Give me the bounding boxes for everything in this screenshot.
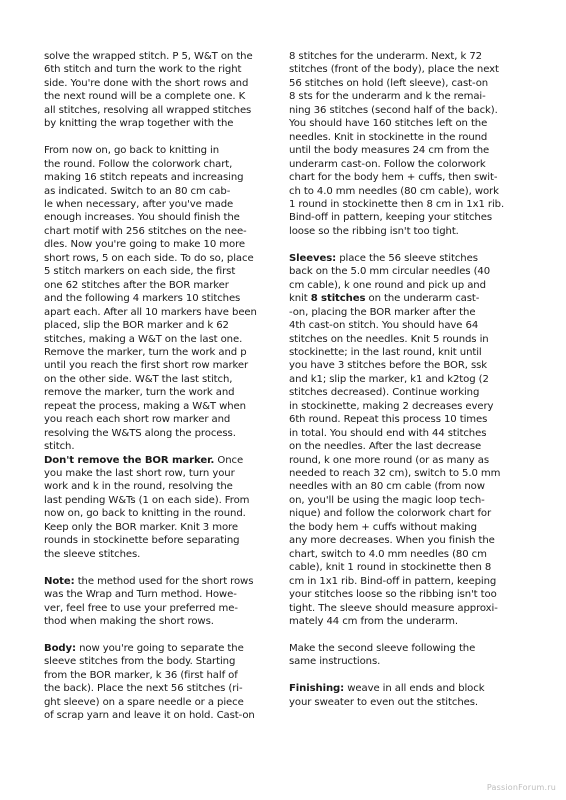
text-line: short rows, 5 on each side. To do so, place	[44, 252, 254, 264]
text-line: underarm cast-on. Follow the colorwork	[289, 158, 486, 170]
text-line: on, you'll be using the magic loop tech-	[289, 494, 485, 506]
text-line: tight. The sleeve should measure approxi-	[289, 602, 498, 614]
watermark: PassionForum.ru	[486, 783, 556, 792]
text-line: cm cable), k one round and pick up and	[289, 279, 486, 291]
bold-fragment: 8 stitches	[310, 293, 366, 305]
text-line: now on, go back to knitting in the round.	[44, 508, 246, 520]
text-line: stitches, making a W&T on the last one.	[44, 333, 243, 345]
text-line: work and k in the round, resolving the	[44, 481, 233, 493]
text-line: needles. Knit in stockinette in the round	[289, 131, 488, 143]
text-line: and the following 4 markers 10 stitches	[44, 293, 241, 305]
lead-text: Once	[214, 454, 244, 466]
text-line: the back). Place the next 56 stitches (ri-	[44, 683, 243, 695]
text-line: until you reach the first short row marker	[44, 360, 249, 372]
paragraph-gap	[44, 561, 280, 574]
text-line: on the other side. W&T the last stitch,	[44, 373, 233, 385]
text-line: and k1; slip the marker, k1 and k2tog (2	[289, 373, 489, 385]
text-line: enough increases. You should finish the	[44, 212, 240, 224]
text-line: in total. You should end with 44 stitches	[289, 427, 487, 439]
text-line: chart, switch to 4.0 mm needles (80 cm	[289, 548, 487, 560]
text-line: chart motif with 256 stitches on the nee-	[44, 225, 247, 237]
text-line: rounds in stockinette before separating	[44, 535, 240, 547]
text-line: you have 3 stitches before the BOR, ssk	[289, 360, 488, 372]
text-line: the body hem + cuffs without making	[289, 521, 477, 533]
text-line: You should have 160 stitches left on the	[289, 118, 488, 130]
paragraph-lead-line	[289, 252, 525, 265]
text-line: you make the last short row, turn your	[44, 468, 235, 480]
text-line: mately 44 cm from the underarm.	[289, 616, 458, 628]
text-line: 8 sts for the underarm and k the remai-	[289, 91, 486, 103]
bold-heading: Sleeves:	[289, 252, 337, 264]
text-line: of scrap yarn and leave it on hold. Cast-on	[44, 710, 255, 722]
text-line: Make the second sleeve following the	[289, 642, 476, 654]
bold-heading: Finishing:	[289, 683, 345, 695]
text-line: needed to reach 32 cm), switch to 5.0 mm	[289, 468, 501, 480]
text-line: in stockinette, making 2 decreases every	[289, 400, 494, 412]
text-line: 56 stitches on hold (left sleeve), cast-on	[289, 77, 489, 89]
text-line: placed, slip the BOR marker and k 62	[44, 320, 229, 332]
text-line: loose so the ribbing isn't too tight.	[289, 225, 459, 237]
text-line: Remove the marker, turn the work and p	[44, 346, 247, 358]
text-line: le when necessary, after you've made	[44, 198, 234, 210]
text-line: cm in 1x1 rib. Bind-off in pattern, keeping	[289, 575, 497, 587]
text-line: Bind-off in pattern, keeping your stitches	[289, 212, 492, 224]
bold-heading: Don't remove the BOR marker.	[44, 454, 215, 466]
text-line: 6th round. Repeat this process 10 times	[289, 414, 488, 426]
text-line: 1 round in stockinette then 8 cm in 1x1 rib.	[289, 198, 505, 210]
text-line: dles. Now you're going to make 10 more	[44, 239, 246, 251]
text-line: sleeve stitches from the body. Starting	[44, 656, 236, 668]
text-fragment: knit	[289, 293, 311, 305]
text-line: solve the wrapped stitch. P 5, W&T on the	[44, 51, 253, 62]
text-line: 4th cast-on stitch. You should have 64	[289, 320, 479, 332]
text-line: as indicated. Switch to an 80 cm cab-	[44, 185, 231, 197]
lead-text: the method used for the short rows	[74, 575, 254, 587]
text-line: needles with an 80 cm cable (from now	[289, 481, 485, 493]
text-line: Keep only the BOR marker. Knit 3 more	[44, 521, 238, 533]
text-line: back on the 5.0 mm circular needles (40	[289, 266, 491, 278]
text-line: ver, feel free to use your preferred me-	[44, 602, 238, 614]
text-line: any more decreases. When you finish the	[289, 535, 495, 547]
text-line: all stitches, resolving all wrapped stitches	[44, 104, 252, 116]
text-line: by knitting the wrap together with the	[44, 118, 234, 130]
text-line: 6th stitch and turn the work to the right	[44, 64, 242, 76]
text-line: until the body measures 24 cm from the	[289, 145, 490, 157]
text-line: was the Wrap and Turn method. Howe-	[44, 589, 237, 601]
text-line: same instructions.	[289, 656, 381, 668]
text-line: apart each. After all 10 markers have been	[44, 306, 257, 318]
text-line: stockinette; in the last round, knit until	[289, 346, 482, 358]
text-line: on the needles. After the last decrease	[289, 441, 482, 453]
text-line: 5 stitch markers on each side, the first	[44, 266, 236, 278]
paragraph-gap	[289, 669, 525, 682]
text-line: stitches decreased). Continue working	[289, 387, 480, 399]
text-line: thod when making the short rows.	[44, 616, 214, 627]
text-line: -on, placing the BOR marker after the	[289, 306, 476, 318]
text-line: From now on, go back to knitting in	[44, 145, 220, 157]
right-column	[289, 50, 525, 709]
text-line: remove the marker, turn the work and	[44, 387, 235, 399]
text-line	[289, 292, 525, 305]
paragraph-gap	[44, 628, 280, 641]
text-line: you reach each short row marker and	[44, 414, 231, 426]
lead-text: place the 56 sleeve stitches	[336, 252, 478, 264]
left-column	[44, 50, 280, 723]
lead-text: now you're going to separate the	[75, 642, 244, 654]
text-line: ning 36 stitches (second half of the back).	[289, 104, 498, 116]
text-line: repeat the process, making a W&T when	[44, 400, 246, 412]
text-line: ch to 4.0 mm needles (80 cm cable), work	[289, 185, 499, 197]
text-fragment: on the underarm cast-	[365, 293, 480, 305]
text-line: one 62 stitches after the BOR marker	[44, 279, 229, 291]
text-line: from the BOR marker, k 36 (first half of	[44, 669, 238, 681]
paragraph-lead-line	[44, 575, 280, 588]
text-line: the round. Follow the colorwork chart,	[44, 158, 233, 170]
text-line: making 16 stitch repeats and increasing	[44, 172, 244, 184]
text-line: the sleeve stitches.	[44, 548, 141, 560]
text-line: side. You're done with the short rows and	[44, 77, 249, 89]
paragraph-gap	[289, 628, 525, 641]
paragraph-lead-line	[44, 642, 280, 655]
text-line: chart for the body hem + cuffs, then swit-	[289, 172, 498, 184]
text-line: last pending W&Ts (1 on each side). From	[44, 494, 250, 506]
text-line: nique) and follow the colorwork chart for	[289, 508, 492, 520]
text-line: stitches on the needles. Knit 5 rounds in	[289, 333, 489, 345]
text-line: ght sleeve) on a spare needle or a piece	[44, 696, 244, 708]
text-line: round, k one more round (or as many as	[289, 454, 490, 466]
text-line: stitches (front of the body), place the next	[289, 64, 499, 76]
text-line: resolving the W&TS along the process.	[44, 427, 236, 439]
paragraph-lead-line	[44, 454, 280, 467]
text-line: the next round will be a complete one. K	[44, 91, 246, 103]
paragraph-lead-line	[289, 682, 525, 695]
text-line: cable), knit 1 round in stockinette then 8	[289, 562, 492, 574]
paragraph-gap	[44, 131, 280, 144]
bold-heading: Note:	[44, 575, 75, 587]
paragraph-gap	[289, 238, 525, 251]
bold-heading: Body:	[44, 642, 76, 654]
text-line: your stitches loose so the ribbing isn't too	[289, 589, 497, 601]
text-line: your sweater to even out the stitches.	[289, 696, 478, 708]
text-line: 8 stitches for the underarm. Next, k 72	[289, 51, 482, 62]
text-line: stitch.	[44, 441, 75, 453]
lead-text: weave in all ends and block	[344, 683, 485, 695]
